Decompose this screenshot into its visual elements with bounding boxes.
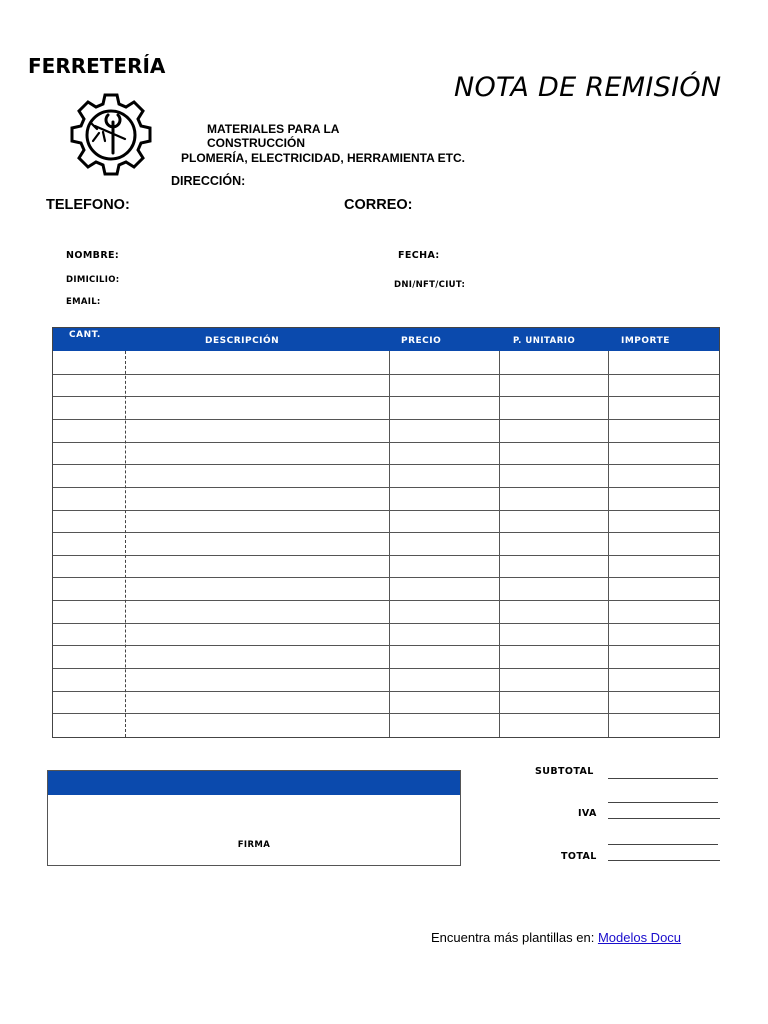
table-row-divider [53, 487, 719, 488]
column-header-p-unitario: P. UNITARIO [513, 336, 576, 346]
table-row-divider [53, 645, 719, 646]
items-table [52, 327, 720, 738]
table-row-divider [53, 600, 719, 601]
subtotal-label: SUBTOTAL [535, 766, 594, 777]
client-email-label: EMAIL: [66, 297, 101, 307]
table-row-divider [53, 464, 719, 465]
table-row-divider [53, 374, 719, 375]
table-header [53, 328, 719, 351]
total-label: TOTAL [561, 851, 597, 862]
footer-link[interactable]: Modelos Docu [597, 930, 682, 945]
signature-header [48, 771, 460, 795]
column-divider [389, 351, 390, 737]
table-row-divider [53, 623, 719, 624]
table-row-divider [53, 419, 719, 420]
column-header-cant: CANT. [69, 330, 101, 340]
id-label: DNI/NFT/CIUT: [394, 280, 466, 290]
table-row-divider [53, 577, 719, 578]
column-divider [608, 351, 609, 737]
footer [431, 930, 681, 945]
line [608, 844, 718, 845]
client-name-label: NOMBRE: [66, 250, 120, 261]
line [608, 802, 718, 803]
company-name: FERRETERÍA [28, 54, 166, 78]
date-label: FECHA: [398, 250, 440, 261]
phone-label: TELEFONO: [46, 197, 130, 213]
iva-line [608, 818, 720, 819]
column-header-precio: PRECIO [401, 336, 442, 346]
table-row-divider [53, 691, 719, 692]
table-row-divider [53, 510, 719, 511]
table-row-divider [53, 555, 719, 556]
total-line [608, 860, 720, 861]
table-row-divider [53, 442, 719, 443]
email-label: CORREO: [344, 197, 413, 213]
document-title: NOTA DE REMISIÓN [454, 72, 722, 103]
table-row-divider [53, 396, 719, 397]
address-label: DIRECCIÓN: [171, 174, 246, 188]
signature-label: FIRMA [237, 840, 271, 850]
tagline-services: PLOMERÍA, ELECTRICIDAD, HERRAMIENTA ETC. [181, 151, 465, 165]
signature-box [47, 770, 461, 866]
table-row-divider [53, 668, 719, 669]
column-divider [499, 351, 500, 737]
table-row-divider [53, 713, 719, 714]
iva-label: IVA [578, 808, 597, 819]
client-address-label: DIMICILIO: [66, 275, 120, 285]
column-header-importe: IMPORTE [621, 336, 670, 346]
subtotal-line [608, 778, 718, 779]
table-row-divider [53, 532, 719, 533]
column-divider [125, 351, 126, 737]
column-header-descripcion: DESCRIPCIÓN [205, 336, 280, 346]
footer-text: Encuentra más plantillas en: [431, 930, 595, 945]
tagline-materials: MATERIALES PARA LA CONSTRUCCIÓN [207, 122, 339, 150]
gear-wrench-screwdriver-icon [66, 92, 156, 178]
